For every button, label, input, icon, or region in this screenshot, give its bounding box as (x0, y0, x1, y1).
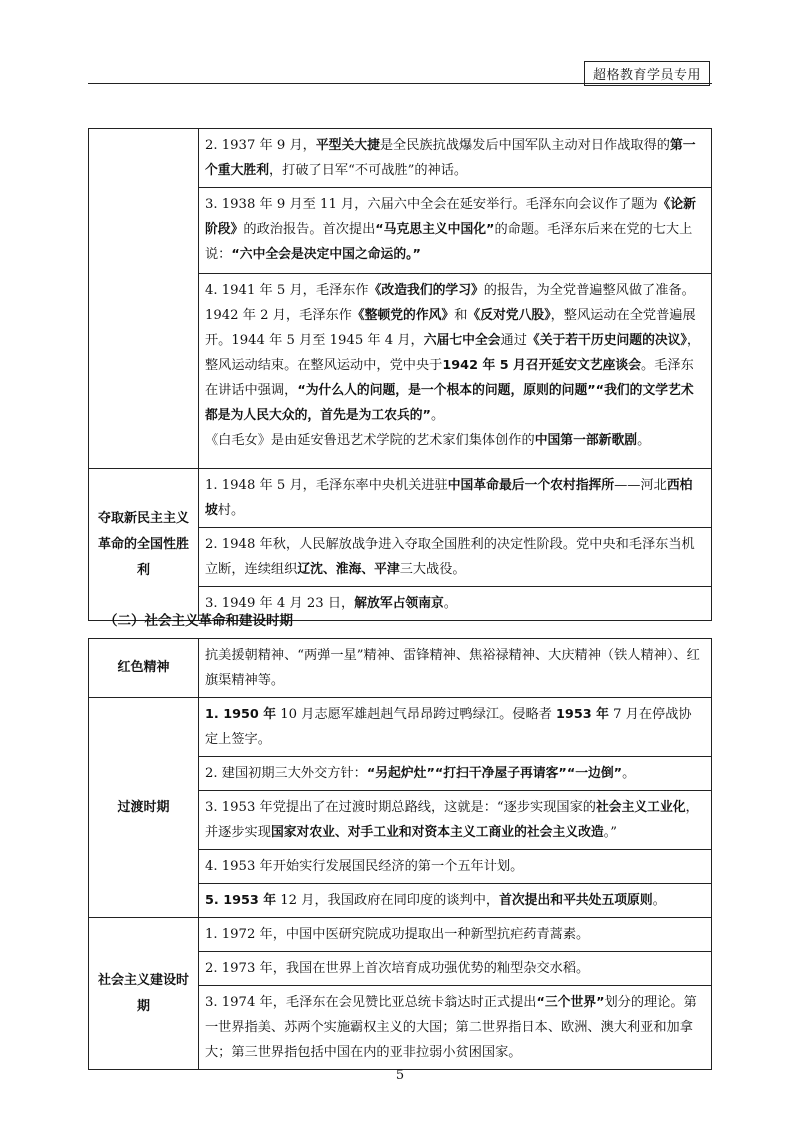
row-highlight: 西柏坡 (205, 478, 693, 518)
header-badge: 超格教育学员专用 (584, 61, 710, 86)
table-row (199, 274, 712, 469)
row-text: 《白毛女》是由延安鲁迅艺术学院的艺术家们集体创作的 (205, 433, 535, 448)
row-text: 3. 1953 年党提出了在过渡时期总路线，这就是：“逐步实现国家的 (205, 800, 596, 815)
row-text: 1. 1948 年 5 月，毛泽东率中央机关进驻 (205, 478, 448, 493)
row-text: 的报告，为全党普遍整风做了准备。1942 年 2 月，毛泽东作 (205, 283, 695, 323)
row-text: 2. 1937 年 9 月， (205, 138, 316, 153)
row-text: 是全民族抗战爆发后中国军队主动对日作战取得的 (379, 138, 670, 153)
table-row (199, 791, 712, 850)
row-text: ，打破了日军“不可战胜”的神话。 (268, 163, 468, 178)
table-row: 抗美援朝精神、“两弹一星”精神、雷锋精神、焦裕禄精神、大庆精神（铁人精神）、红旗渠精神等。 (199, 639, 712, 698)
row-text: 的命题。毛泽东后来在党的七大上说： (205, 222, 693, 262)
row-text: 。 (652, 893, 666, 908)
row-highlight: 辽沈、淮海、平津 (297, 562, 400, 577)
row-highlight: 《论新阶段》 (205, 197, 696, 237)
group-label: 社会主义建设时期 (89, 918, 199, 1070)
row-highlight: 5. 1953 年 (205, 893, 277, 908)
row-highlight: 中国革命最后一个农村指挥所 (447, 478, 615, 493)
row-text: 4. 1941 年 5 月，毛泽东作 (205, 283, 369, 298)
row-text: 2. 1948 年秋，人民解放战争进入夺取全国胜利的决定性阶段。党中央和毛泽东当机立断，连续组织 (205, 537, 695, 577)
row-text: 。毛泽东在讲话中强调， (205, 358, 694, 398)
row-highlight: 平型关大捷 (315, 138, 380, 153)
row-text: 划分的理论。第一世界指美、苏两个实施霸权主义的大国；第二世界指日本、欧洲、澳大利亚和加拿大；第三世界指包括中国在内的亚非拉弱小贫困国家。 (205, 995, 697, 1060)
row-text: 7 月在停战协定上签字。 (205, 707, 692, 747)
row-highlight: 1942 年 5 月召开延安文艺座谈会 (442, 358, 642, 373)
row-text: 3. 1974 年，毛泽东在会见赞比亚总统卡翁达时正式提出 (205, 995, 537, 1010)
group-label-empty (89, 129, 199, 469)
row-text: 。 (430, 408, 445, 423)
row-highlight: 首次提出和平共处五项原则 (499, 893, 653, 908)
row-text: 。 (443, 596, 457, 611)
row-highlight: “为什么人的问题，是一个根本的问题，原则的问题”“我们的文学艺术都是为人民大众的，首先是为工农兵的” (205, 383, 694, 423)
row-text: 的政治报告。首次提出 (243, 222, 376, 237)
row-text: 。 (622, 766, 636, 781)
row-text: 2. 建国初期三大外交方针： (205, 766, 367, 781)
row-text: 村。 (217, 503, 245, 518)
header-rule (88, 83, 712, 84)
table-row (199, 469, 712, 528)
table-row (199, 884, 712, 918)
row-highlight: 中国第一部新歌剧 (534, 433, 638, 448)
row-highlight: “三个世界” (536, 995, 605, 1010)
table-row: 1. 1972 年，中国中医研究院成功提取出一种新型抗疟药青蒿素。 (199, 918, 712, 952)
row-text: ，整风运动结束。在整风运动中，党中央于 (205, 333, 701, 373)
table-row: 2. 1973 年，我国在世界上首次培育成功强优势的籼型杂交水稻。 (199, 952, 712, 986)
table-row (199, 698, 712, 757)
group-label: 红色精神 (89, 639, 199, 698)
row-text: ——河北 (614, 478, 667, 493)
row-text: 。” (603, 825, 617, 840)
row-text: 10 月志愿军雄赳赳气昂昂跨过鸭绿江。侵略者 (276, 707, 557, 722)
group-label: 过渡时期 (89, 698, 199, 918)
table-row (199, 129, 712, 188)
row-text: 12 月，我国政府在同印度的谈判中， (276, 893, 500, 908)
row-highlight: 《反对党八股》 (467, 308, 551, 323)
row-highlight: 解放军占领南京 (354, 596, 444, 611)
row-highlight: “六中全会是决定中国之命运的。” (231, 247, 421, 262)
row-highlight: 1953 年 (556, 707, 609, 722)
row-highlight: 《整顿党的作风》 (351, 308, 455, 323)
row-highlight: 《关于若干历史问题的决议》 (526, 333, 687, 348)
table-row (199, 986, 712, 1070)
row-text: 3. 1949 年 4 月 23 日， (205, 596, 355, 611)
row-text: ，整风运动在全党普遍展开。1944 年 5 月至 1945 年 4 月， (205, 308, 696, 348)
row-highlight: 1. 1950 年 (205, 707, 277, 722)
row-text: 三大战役。 (399, 562, 466, 577)
row-text: ，并逐步实现 (205, 800, 699, 840)
table-row (199, 757, 712, 791)
history-table-1 (88, 128, 712, 621)
table-row (199, 528, 712, 587)
row-highlight: 《改造我们的学习》 (368, 283, 484, 298)
row-highlight: 社会主义工业化 (595, 800, 686, 815)
table-row (199, 188, 712, 274)
history-table-2 (88, 638, 712, 1070)
group-label: 夺取新民主主义革命的全国性胜利 (89, 469, 199, 621)
row-text: 和 (454, 308, 468, 323)
row-text: 通过 (500, 333, 527, 348)
row-highlight: “另起炉灶”“打扫干净屋子再请客”“一边倒” (366, 766, 623, 781)
row-highlight: 六届七中全会 (423, 333, 501, 348)
row-highlight: 第一个重大胜利 (205, 138, 696, 178)
row-text: 。 (637, 433, 651, 448)
row-highlight: 国家对农业、对手工业和对资本主义工商业的社会主义改造 (270, 825, 604, 840)
section-title: （二）社会主义革命和建设时期 (104, 613, 293, 629)
page-number: 5 (395, 1068, 405, 1083)
table-row: 4. 1953 年开始实行发展国民经济的第一个五年计划。 (199, 850, 712, 884)
row-text: 3. 1938 年 9 月至 11 月，六届六中全会在延安举行。毛泽东向会议作了题为 (205, 197, 658, 212)
row-highlight: “马克思主义中国化” (375, 222, 495, 237)
